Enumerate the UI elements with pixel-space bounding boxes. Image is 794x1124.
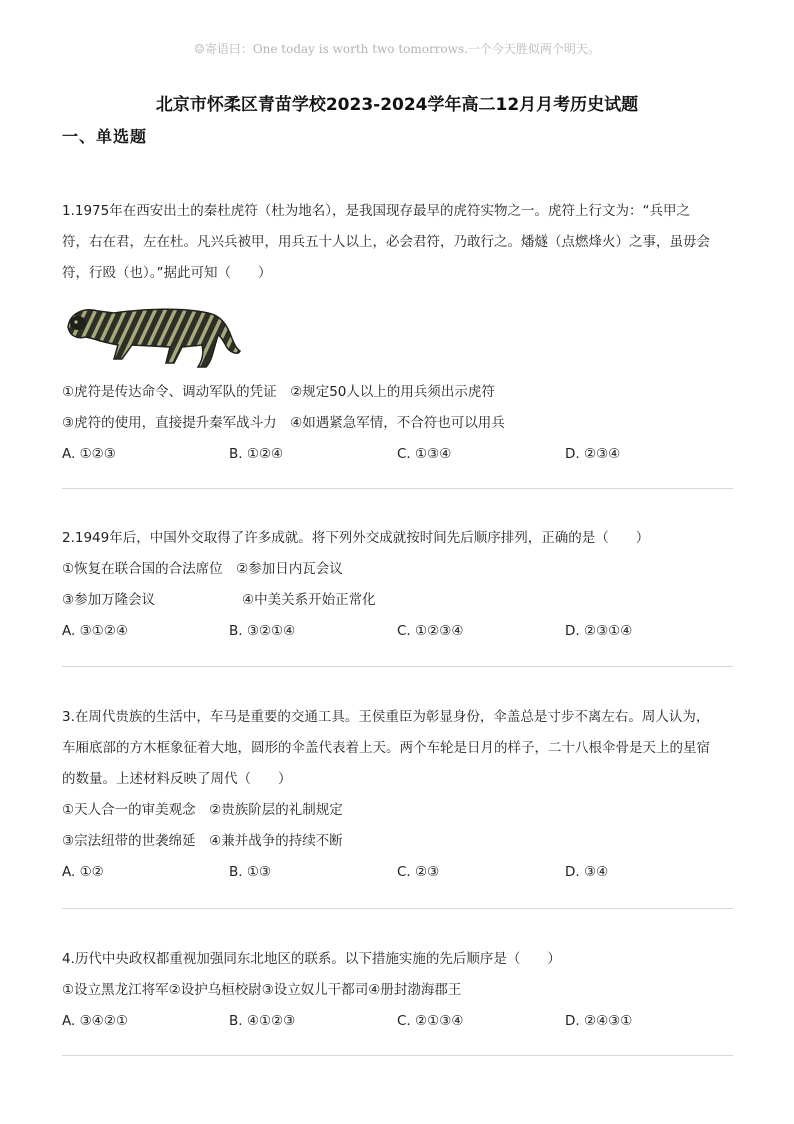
question-2: [62, 523, 734, 647]
answer-options: [62, 439, 734, 470]
statement-line: ③虎符的使用，直接提升秦军战斗力 ④如遇紧急军情，不合符也可以用兵: [62, 415, 505, 431]
option-a[interactable]: A. ①②: [62, 864, 104, 880]
option-b[interactable]: B. ①②④: [229, 446, 284, 462]
option-d[interactable]: D. ②④③①: [565, 1013, 633, 1029]
question-divider: [62, 908, 733, 909]
option-b[interactable]: B. ③②①④: [229, 623, 296, 639]
question-3: [62, 702, 734, 888]
statement-item: ③参加万隆会议: [62, 592, 156, 608]
statement-item: ④中美关系开始正常化: [242, 592, 376, 608]
question-stem-line: 的数量。上述材料反映了周代（ ）: [62, 771, 292, 787]
option-b[interactable]: B. ④①②③: [229, 1013, 296, 1029]
question-stem-line: 4.历代中央政权都重视加强同东北地区的联系。以下措施实施的先后顺序是（ ）: [62, 951, 561, 967]
question-stem-line: 2.1949年后，中国外交取得了许多成就。将下列外交成就按时间先后顺序排列，正确的是（ ）: [62, 530, 650, 546]
question-stem-line: 3.在周代贵族的生活中，车马是重要的交通工具。王侯重臣为彰显身份，伞盖总是寸步不离左右。周人认为，: [62, 709, 710, 725]
question-1: [62, 196, 734, 470]
question-stem-line: 符，行殴（也）。”据此可知（ ）: [62, 265, 272, 281]
question-divider: [62, 666, 733, 667]
question-divider: [62, 1055, 733, 1056]
statement-line: ①恢复在联合国的合法席位 ②参加日内瓦会议: [62, 561, 343, 577]
option-a[interactable]: A. ③④②①: [62, 1013, 128, 1029]
answer-options: [62, 616, 734, 647]
option-c[interactable]: C. ①③④: [397, 446, 452, 462]
option-a[interactable]: A. ①②③: [62, 446, 116, 462]
question-stem-line: 车厢底部的方木框象征着大地，圆形的伞盖代表着上天。两个车轮是日月的样子，二十八根伞骨是天上的星宿: [62, 740, 710, 756]
option-c[interactable]: C. ①②③④: [397, 623, 464, 639]
question-stem-line: 1.1975年在西安出土的秦杜虎符（杜为地名），是我国现存最早的虎符实物之一。虎符上行文为：“兵甲之: [62, 203, 690, 219]
option-a[interactable]: A. ③①②④: [62, 623, 128, 639]
section-heading: 一、单选题: [62, 127, 148, 146]
statement-line: ①设立黑龙江将军②设护乌桓校尉③设立奴儿干都司④册封渤海郡王: [62, 982, 462, 998]
option-b[interactable]: B. ①③: [229, 864, 272, 880]
motto-header: ☺寄语曰：One today is worth two tomorrows.一个今天胜似两个明天。: [194, 42, 600, 56]
tiger-tally-image: [62, 293, 242, 373]
question-stem-line: 符，右在君，左在杜。凡兴兵被甲，用兵五十人以上，必会君符，乃敢行之。燔燧（点燃烽火）之事，虽毋会: [62, 234, 710, 250]
statement-line: ①虎符是传达命令、调动军队的凭证 ②规定50人以上的用兵须出示虎符: [62, 384, 495, 400]
option-d[interactable]: D. ③④: [565, 864, 609, 880]
statement-line: ③宗法纽带的世袭绵延 ④兼并战争的持续不断: [62, 833, 343, 849]
question-divider: [62, 488, 733, 489]
option-c[interactable]: C. ②③: [397, 864, 440, 880]
answer-options: [62, 1006, 734, 1037]
question-4: [62, 944, 734, 1037]
statement-line: [62, 585, 734, 616]
answer-options: [62, 857, 734, 888]
option-c[interactable]: C. ②①③④: [397, 1013, 464, 1029]
statement-line: ①天人合一的审美观念 ②贵族阶层的礼制规定: [62, 802, 343, 818]
option-d[interactable]: D. ②③④: [565, 446, 621, 462]
option-d[interactable]: D. ②③①④: [565, 623, 633, 639]
page-title: 北京市怀柔区青苗学校2023-2024学年高二12月月考历史试题: [155, 95, 639, 115]
